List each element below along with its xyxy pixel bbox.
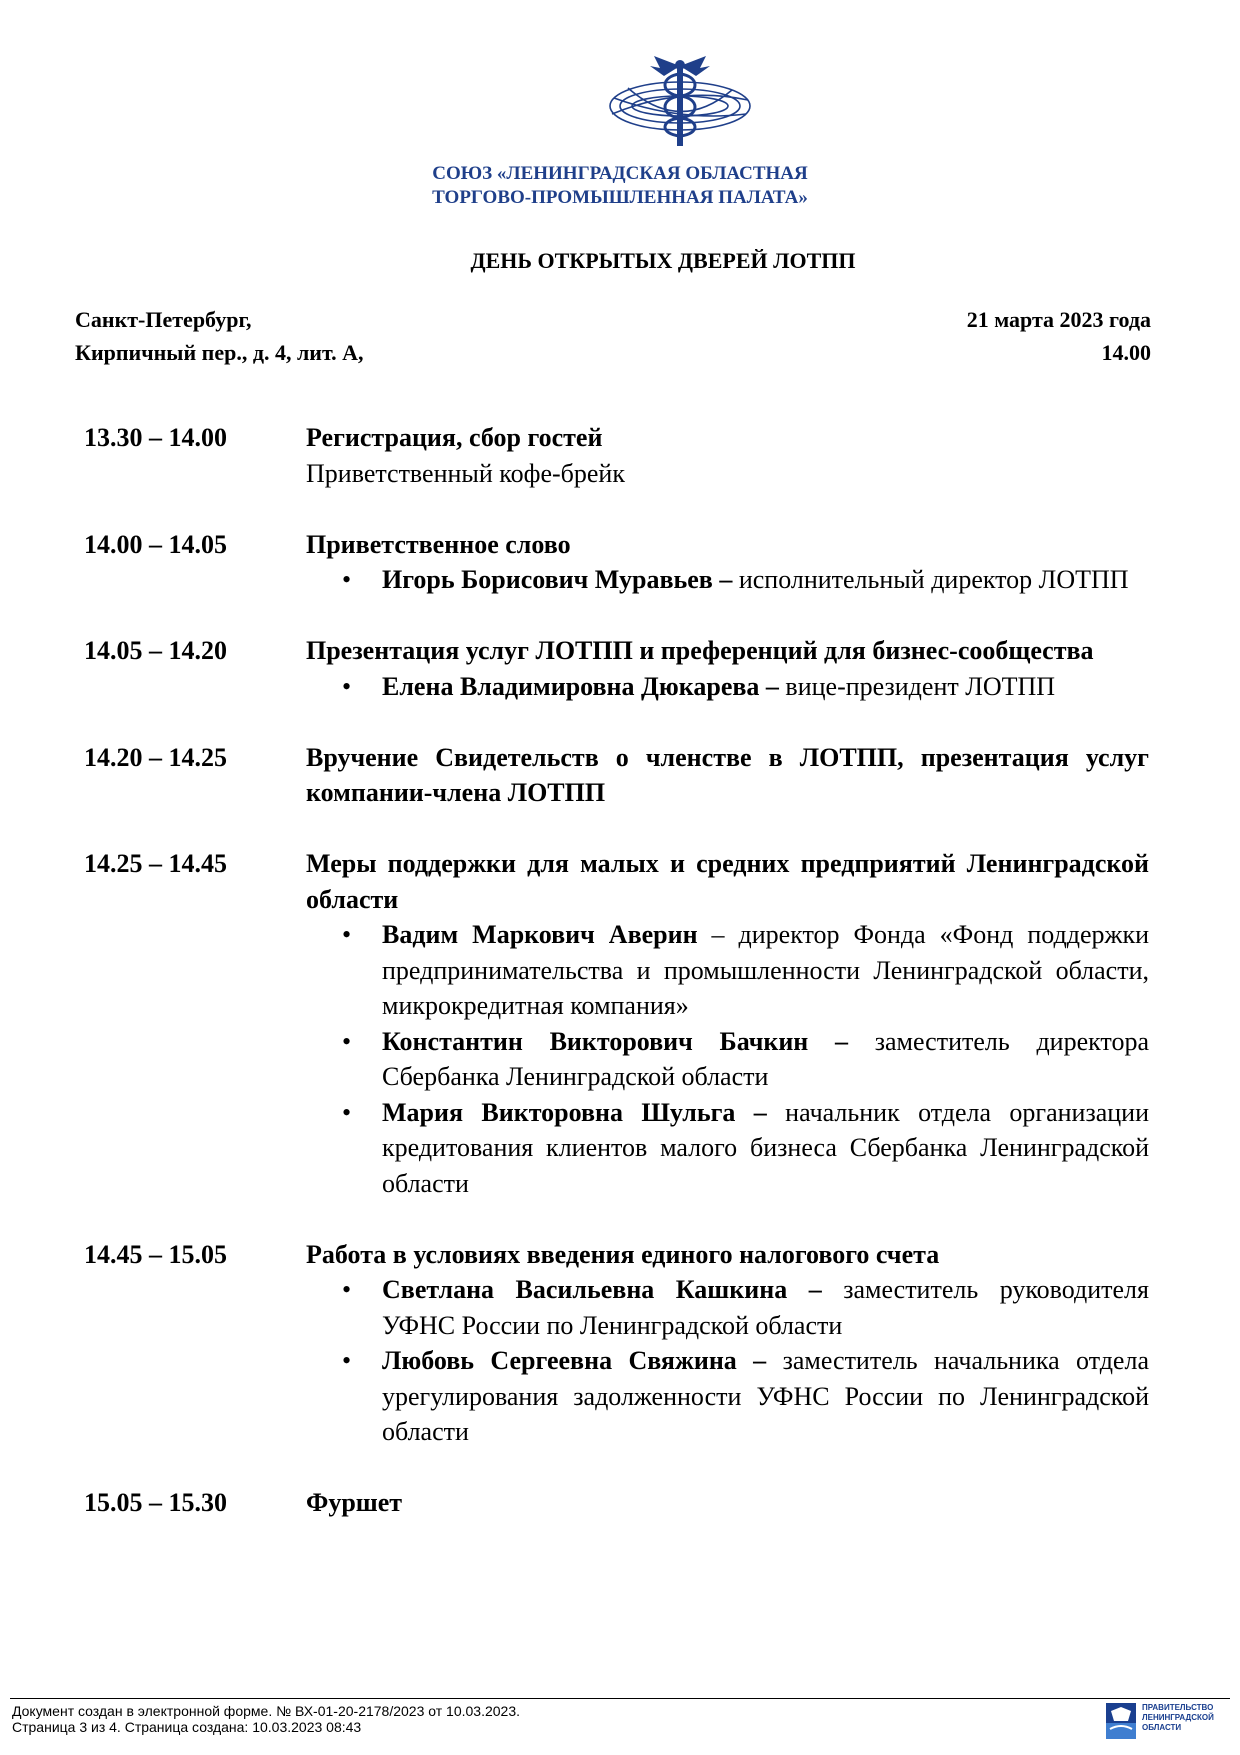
agenda-topic: Работа в условиях введения единого налогового счета [306,1239,940,1269]
footer-page-line: Страница 3 из 4. Страница создана: 10.03.2023 08:43 [12,1719,362,1735]
bullet-icon: • [342,1346,352,1375]
government-emblem-icon [1106,1703,1136,1739]
footer-document-line: Документ создан в электронной форме. № ВХ-01-20-2178/2023 от 10.03.2023. [12,1703,520,1719]
agenda-time: 14.05 – 14.20 [84,636,227,665]
speaker-name: Светлана Васильевна Кашкина – [382,1275,822,1304]
speaker-item [342,1095,1149,1202]
speaker-name: Любовь Сергеевна Свяжина – [382,1346,767,1375]
agenda-body [306,740,1149,811]
agenda-body [306,420,1149,491]
bullet-icon: • [342,1097,352,1127]
venue-address: Кирпичный пер., д. 4, лит. А, [75,340,364,365]
agenda-time: 14.20 – 14.25 [84,742,227,772]
government-logo [1106,1703,1214,1739]
agenda-time: 15.05 – 15.30 [84,1488,227,1517]
bullet-icon: • [342,565,352,594]
speaker-list [306,917,1149,1201]
speaker-name: Мария Викторовна Шульга – [382,1097,767,1127]
gov-text-line-3: ОБЛАСТИ [1142,1723,1182,1732]
program-agenda [84,420,1149,1556]
agenda-time: 14.00 – 14.05 [84,529,227,559]
agenda-item [84,527,1149,598]
speaker-item [342,562,1149,598]
bullet-icon: • [342,1026,352,1056]
agenda-item [84,420,1149,491]
speaker-item [342,1343,1149,1450]
venue-city: Санкт-Петербург, [75,307,252,332]
bullet-icon: • [342,671,352,701]
gov-text-line-1: ПРАВИТЕЛЬСТВО [1142,1703,1214,1712]
footer-divider [10,1698,1230,1699]
agenda-body [306,633,1149,704]
speaker-role: начальник отдела организации кредитования клиентов малого бизнеса Сбербанка Ленинградской области [382,1097,1149,1198]
agenda-topic: Регистрация, сбор гостей [306,423,603,452]
chamber-logo [604,56,756,148]
agenda-item [84,740,1149,811]
speaker-role: заместитель директора Сбербанка Ленинградской области [382,1026,1149,1091]
gov-text-line-2: ЛЕНИНГРАДСКОЙ [1142,1713,1214,1722]
agenda-body [306,1237,1149,1450]
org-name-line-1: СОЮЗ «ЛЕНИНГРАДСКАЯ ОБЛАСТНАЯ [432,163,808,184]
agenda-topic: Меры поддержки для малых и средних предприятий Ленинградской области [306,849,1149,914]
agenda-item [84,633,1149,704]
speaker-role: исполнительный директор ЛОТПП [738,565,1129,594]
agenda-note: Приветственный кофе-брейк [306,458,625,488]
agenda-item [84,1237,1149,1450]
speaker-item [342,669,1149,705]
speaker-name: Игорь Борисович Муравьев – [382,565,733,594]
agenda-topic: Приветственное слово [306,529,571,559]
speaker-name: Константин Викторович Бачкин – [382,1026,849,1056]
document-title: ДЕНЬ ОТКРЫТЫХ ДВЕРЕЙ ЛОТПП [470,248,856,273]
bullet-icon: • [342,920,352,949]
speaker-item [342,1272,1149,1343]
agenda-body [306,1485,1149,1521]
speaker-role: заместитель начальника отдела урегулирования задолженности УФНС России по Ленинградской области [382,1346,1149,1446]
date-block [967,303,1151,369]
event-date: 21 марта 2023 года [966,307,1151,332]
agenda-time: 13.30 – 14.00 [84,423,227,452]
footer-info [12,1703,520,1735]
speaker-list [306,562,1149,598]
speaker-role: заместитель руководителя УФНС России по Ленинградской области [382,1275,1149,1340]
speaker-role: вице-президент ЛОТПП [785,671,1056,701]
event-time: 14.00 [1101,340,1151,365]
agenda-body [306,846,1149,1201]
org-name-line-2: ТОРГОВО-ПРОМЫШЛЕННАЯ ПАЛАТА» [432,187,808,208]
agenda-topic: Вручение Свидетельств о членстве в ЛОТПП, презентация услуг компании-члена ЛОТПП [306,742,1149,807]
agenda-time: 14.45 – 15.05 [84,1239,227,1269]
agenda-topic: Презентация услуг ЛОТПП и преференций для бизнес-сообщества [306,636,1094,665]
agenda-item [84,1485,1149,1521]
speaker-list [306,669,1149,705]
speaker-item [342,917,1149,1024]
speaker-item [342,1024,1149,1095]
speaker-name: Вадим Маркович Аверин [382,920,698,949]
bullet-icon: • [342,1275,352,1304]
agenda-item [84,846,1149,1201]
speaker-role: – директор Фонда «Фонд поддержки предпринимательства и промышленности Ленинградской области, микрокредитная компания» [382,920,1149,1020]
agenda-topic: Фуршет [306,1488,403,1517]
venue-block [75,303,364,369]
speaker-list [306,1272,1149,1450]
agenda-body [306,527,1149,598]
speaker-name: Елена Владимировна Дюкарева – [382,671,779,701]
agenda-time: 14.25 – 14.45 [84,849,227,878]
